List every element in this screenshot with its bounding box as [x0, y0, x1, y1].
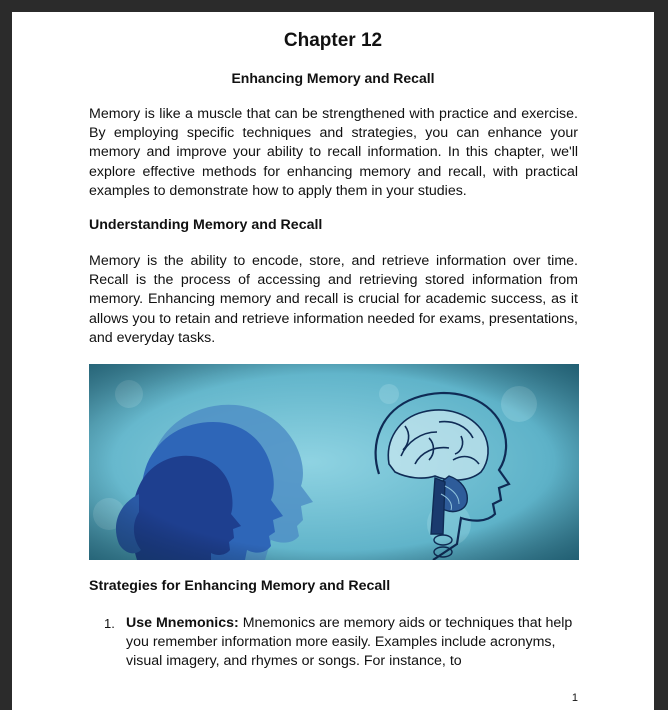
section-heading-strategies: Strategies for Enhancing Memory and Recall: [89, 578, 391, 594]
list-item-title: Use Mnemonics:: [126, 615, 239, 631]
section-heading-understanding: Understanding Memory and Recall: [89, 217, 323, 233]
section-paragraph-understanding: Memory is the ability to encode, store, and retrieve information over time. Recall is the process of accessing and retrieving stored information from memory. Enhancing memory and recall is crucial for academic success, as it allows you to retain and retrieve information needed for exams, presentations, and everyday tasks.: [89, 253, 578, 346]
intro-paragraph: Memory is like a muscle that can be strengthened with practice and exercise. By employing specific techniques and strategies, you can enhance your memory and improve your ability to recall information. In this chapter, we'll explore effective methods for enhancing memory and recall, with practical examples to demonstrate how to apply them in your studies.: [89, 106, 578, 199]
document-page: [12, 12, 654, 710]
chapter-title: Chapter 12: [283, 30, 383, 51]
page-number: 1: [571, 692, 578, 704]
list-item: [104, 614, 574, 672]
strategy-list: [104, 614, 574, 672]
chapter-subtitle: Enhancing Memory and Recall: [231, 70, 435, 86]
list-item-number: 1.: [104, 616, 115, 631]
list-item-text: Mnemonics are memory aids or techniques that help you remember information more easily. Examples include acronyms, visual imagery, and rhymes or songs. For instance, to: [126, 615, 573, 670]
memory-illustration: [89, 364, 579, 560]
